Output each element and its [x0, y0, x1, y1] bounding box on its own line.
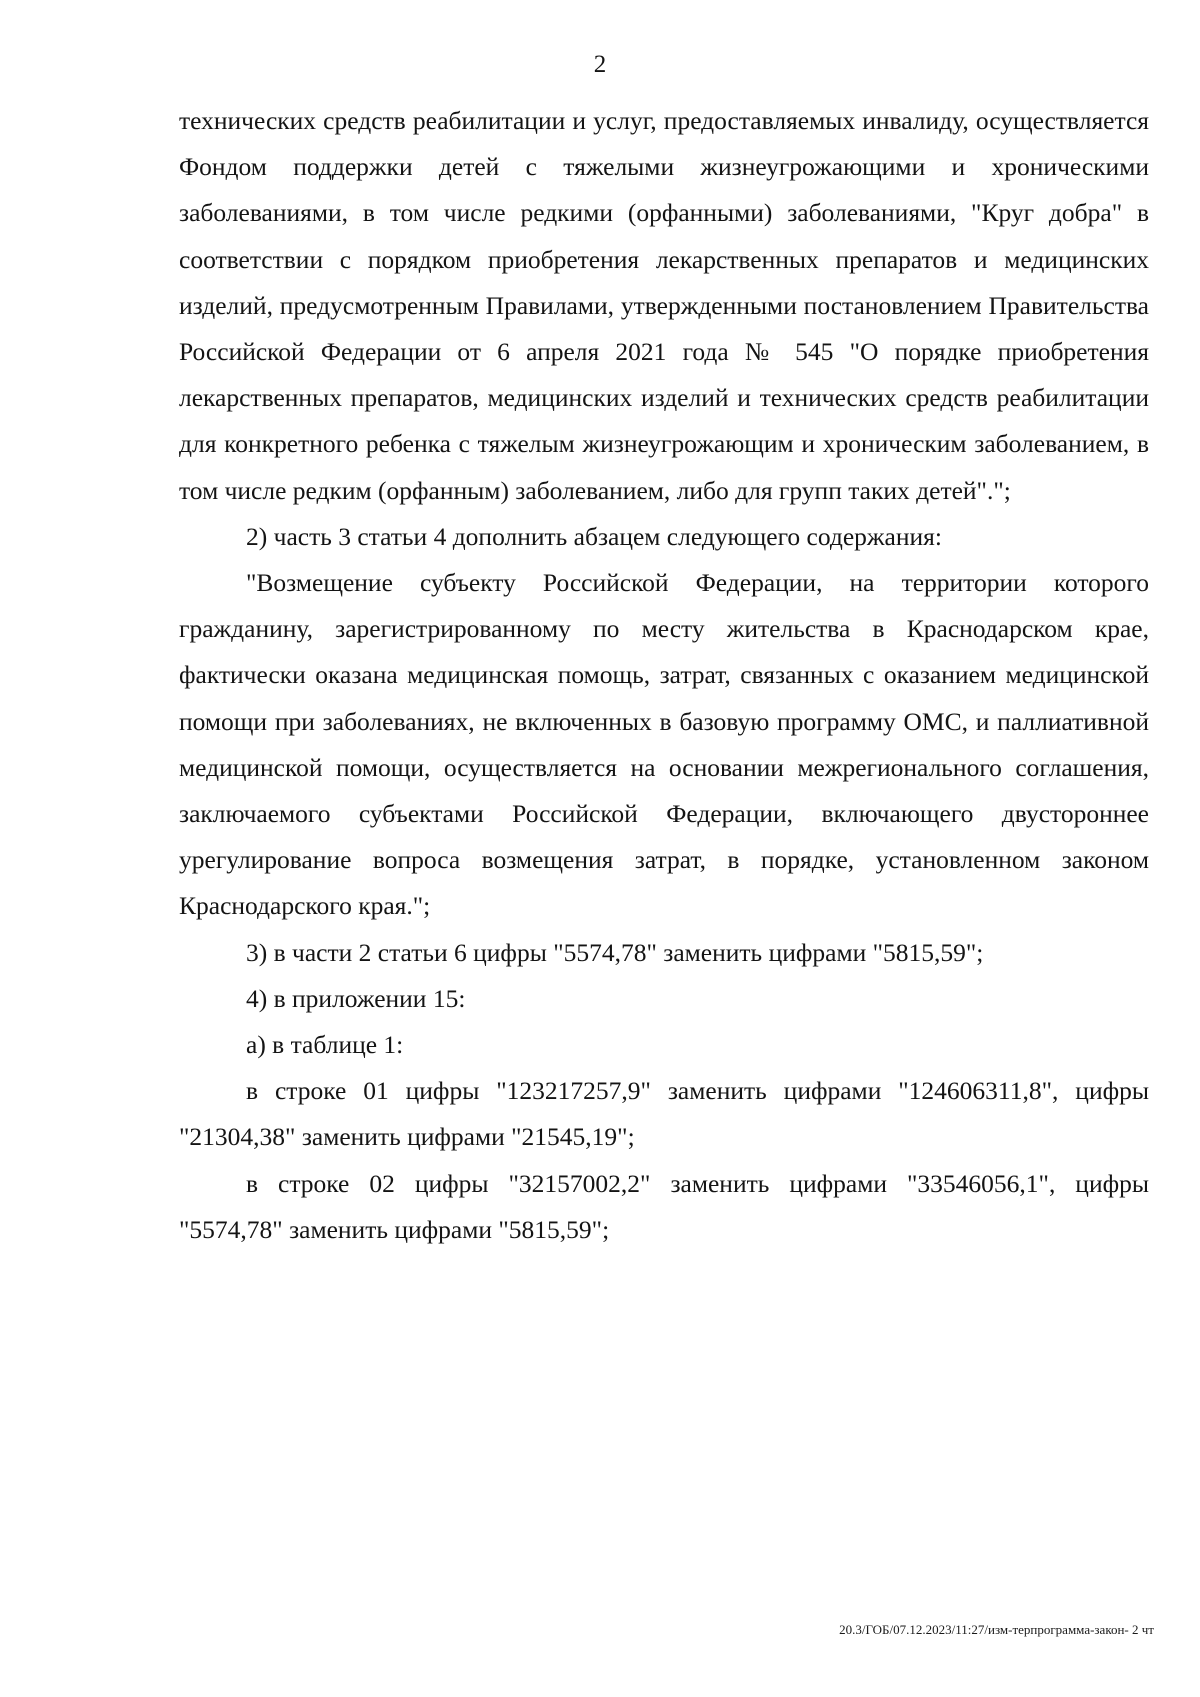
paragraph-item-4a: а) в таблице 1: — [246, 1030, 404, 1060]
paragraph-row-02: в строке 02 цифры "32157002,2" заменить цифрами "33546056,1", цифры "5574,78" заменить цифрами "5815,59"; — [179, 1168, 1149, 1244]
paragraph-item-4: 4) в приложении 15: — [246, 983, 466, 1013]
paragraph-quoted-text: "Возмещение субъекту Российской Федерации, на территории которого гражданину, зарегистрированному по месту жительства в Краснодарском крае, фактически оказана медицинская помощь, затрат, связанных с оказанием медицинской помощи при заболеваниях, не включенных в базовую программу ОМС, и паллиативной медицинской помощи, осуществляется на основании межрегионального соглашения, заключаемого субъектами Российской Федерации, включающего двустороннее урегулирование вопроса возмещения затрат, в порядке, установленном законом Краснодарского края."; — [179, 568, 1149, 921]
paragraph-row-01: в строке 01 цифры "123217257,9" заменить цифрами "124606311,8", цифры "21304,38" заменить цифрами "21545,19"; — [179, 1076, 1149, 1152]
paragraph-item-3: 3) в части 2 статьи 6 цифры "5574,78" заменить цифрами "5815,59"; — [246, 937, 984, 967]
paragraph-item-2: 2) часть 3 статьи 4 дополнить абзацем следующего содержания: — [246, 521, 942, 551]
paragraph-continuation: технических средств реабилитации и услуг, предоставляемых инвалиду, осуществляется Фондом поддержки детей с тяжелыми жизнеугрожающими и хроническими заболеваниями, в том числе редкими (орфанными) заболеваниями, "Круг добра" в соответствии с порядком приобретения лекарственных препаратов и медицинских изделий, предусмотренным Правилами, утвержденными постановлением Правительства Российской Федерации от 6 апреля 2021 года № 545 "О порядке приобретения лекарственных препаратов, медицинских изделий и технических средств реабилитации для конкретного ребенка с тяжелым жизнеугрожающим и хроническим заболеванием, в том числе редким (орфанным) заболеванием, либо для групп таких детей"."; — [179, 106, 1149, 505]
page-number: 2 — [593, 51, 607, 78]
footer-reference: 20.3/ГОБ/07.12.2023/11:27/изм-терпрограмма-закон- 2 чт — [839, 1622, 1154, 1637]
document-body — [179, 98, 1149, 1253]
